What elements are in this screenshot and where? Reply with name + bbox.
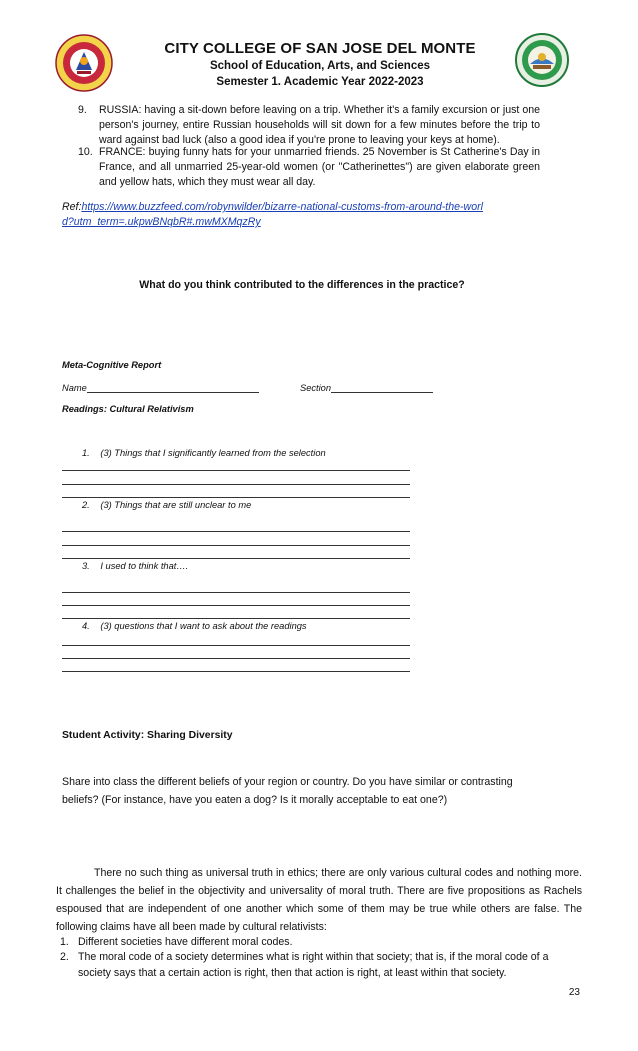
- name-blank[interactable]: [87, 382, 259, 393]
- answer-line[interactable]: [62, 645, 410, 646]
- list-number: 9.: [78, 104, 87, 116]
- report-item: [82, 500, 251, 510]
- college-seal-icon: [55, 34, 113, 92]
- reference-link[interactable]: https://www.buzzfeed.com/robynwilder/bizarre-national-customs-from-around-the-world?utm_term=.ukpwBNqbR#.mwMXMqzRy: [62, 201, 483, 228]
- answer-line[interactable]: [62, 605, 410, 606]
- name-field[interactable]: [62, 382, 259, 393]
- reference-prefix: Ref:: [62, 201, 82, 213]
- answer-line[interactable]: [62, 497, 410, 498]
- answer-line[interactable]: [62, 658, 410, 659]
- answer-line[interactable]: [62, 558, 410, 559]
- list-number: 2.: [60, 951, 69, 963]
- semester-line: Semester 1. Academic Year 2022-2023: [216, 76, 424, 88]
- answer-line[interactable]: [62, 545, 410, 546]
- report-item-number: 3.: [82, 561, 90, 571]
- list-text: Different societies have different moral codes.: [78, 936, 293, 948]
- discussion-question: What do you think contributed to the differences in the practice?: [139, 279, 465, 291]
- report-item-label: (3) Things that are still unclear to me: [100, 500, 252, 510]
- cultural-relativism-paragraph: There no such thing as universal truth in ethics; there are only various cultural codes and nothing more. It challenges the belief in the objectivity and universality of moral truth. There are five propositions as Rachels espoused that are independent of one another which some of them may be true while others are false. The following claims have all been made by cultural relativists:: [56, 867, 582, 933]
- report-item-number: 1.: [82, 448, 90, 458]
- list-number: 1.: [60, 936, 69, 948]
- school-seal-icon: [515, 33, 569, 87]
- readings-label: Readings: Cultural Relativism: [62, 404, 194, 414]
- activity-title: Student Activity: Sharing Diversity: [62, 730, 233, 741]
- report-item: [82, 621, 307, 631]
- right-school-seal: [515, 33, 569, 87]
- school-name: School of Education, Arts, and Sciences: [209, 60, 431, 72]
- report-item-label: I used to think that….: [100, 561, 189, 571]
- list-text: The moral code of a society determines what is right within that society; that is, if the moral code of a society says that a certain action is right, then that action is right, at least within that society.: [78, 951, 549, 979]
- reference: [62, 200, 492, 230]
- report-item-number: 4.: [82, 621, 90, 631]
- answer-line[interactable]: [62, 671, 410, 672]
- report-item: [82, 448, 326, 458]
- name-label: Name: [62, 383, 87, 393]
- section-label: Section: [300, 383, 332, 393]
- answer-line[interactable]: [62, 592, 410, 593]
- report-item-number: 2.: [82, 500, 90, 510]
- activity-text-line: beliefs? (For instance, have you eaten a dog? Is it morally acceptable to eat one?): [62, 794, 448, 806]
- activity-text-line: Share into class the different beliefs of your region or country. Do you have similar or contrasting: [62, 776, 513, 788]
- list-text: RUSSIA: having a sit-down before leaving on a trip. Whether it's a family excursion or just one person's journey, entire Russian households will sit down for a few minutes before the trip to ward against bad luck (also a good idea if you're prone to leaving your keys at home).: [99, 104, 540, 147]
- answer-line[interactable]: [62, 470, 410, 471]
- report-item: [82, 561, 188, 571]
- answer-line[interactable]: [62, 484, 410, 485]
- list-number: 10.: [78, 146, 93, 158]
- left-college-seal: [55, 34, 113, 92]
- section-blank[interactable]: [331, 382, 433, 393]
- section-field[interactable]: [300, 382, 433, 393]
- answer-line[interactable]: [62, 531, 410, 532]
- list-item: [78, 145, 540, 191]
- list-item: [60, 950, 560, 982]
- page-number: 23: [568, 987, 580, 998]
- report-title: Meta-Cognitive Report: [62, 360, 162, 370]
- answer-line[interactable]: [62, 618, 410, 619]
- list-text: FRANCE: buying funny hats for your unmarried friends. 25 November is St Catherine's Day in France, and all unmarried 25-year-old women (or "Catherinettes") are given elaborate green and yellow hats, which they must wear all day.: [99, 146, 540, 189]
- college-name: CITY COLLEGE OF SAN JOSE DEL MONTE: [164, 40, 476, 57]
- list-item: [60, 935, 560, 951]
- report-item-label: (3) Things that I significantly learned from the selection: [100, 448, 326, 458]
- report-item-label: (3) questions that I want to ask about the readings: [100, 621, 307, 631]
